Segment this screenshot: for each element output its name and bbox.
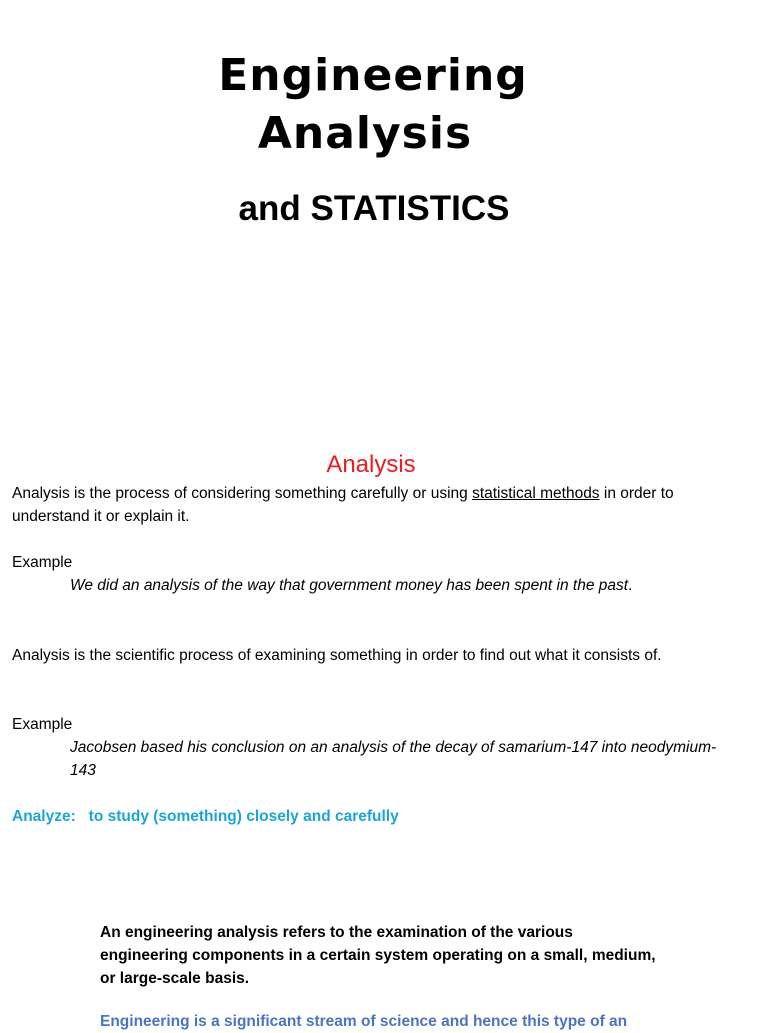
document-subtitle: and STATISTICS (238, 189, 510, 228)
example-sentence-1 (70, 574, 750, 597)
example-1-period: . (628, 577, 633, 594)
definition-paragraph-1 (12, 482, 742, 528)
definition-paragraph-2: Analysis is the scientific process of examining something in order to find out what it consists of. (12, 647, 662, 664)
example-1-text: We did an analysis of the way that government money has been spent in the past (70, 577, 629, 594)
document-title-line1: Engineering (218, 50, 528, 101)
definition-1-text-end: in order to understand it or explain it. (12, 485, 674, 525)
example-sentence-2: Jacobsen based his conclusion on an analysis of the decay of samarium-147 into neodymium-143 (70, 739, 717, 779)
example-label-1: Example (12, 554, 73, 571)
document-title-line2: Analysis (257, 108, 473, 159)
analyze-definition: Analyze: to study (something) closely and carefully (12, 808, 399, 825)
engineering-analysis-definition: An engineering analysis refers to the examination of the various engineering components in a certain system operating on a small, medium, or large-scale basis. (100, 924, 656, 987)
definition-1-text-start: Analysis is the process of considering something carefully or using (12, 485, 473, 502)
example-label-2: Example (12, 716, 73, 733)
engineering-stream-paragraph: Engineering is a significant stream of science and hence this type of an (100, 1013, 628, 1030)
statistical-methods-link[interactable]: statistical methods (472, 485, 600, 502)
section-heading: Analysis (326, 451, 416, 478)
